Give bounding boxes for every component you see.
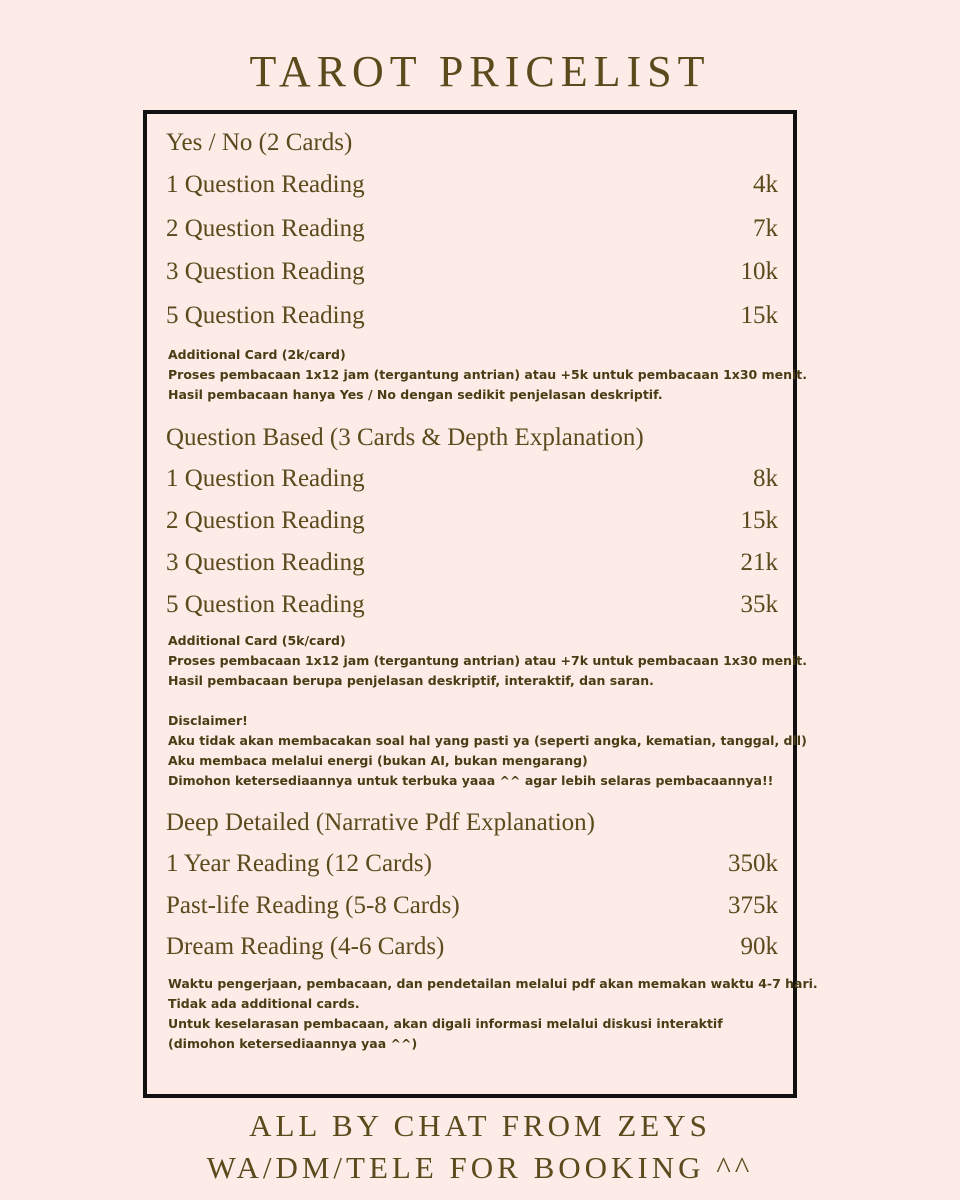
note-line: Proses pembacaan 1x12 jam (tergantung antrian) atau +5k untuk pembacaan 1x30 menit. xyxy=(168,367,807,382)
item-label: Past-life Reading (5-8 Cards) xyxy=(166,891,460,919)
price-row xyxy=(166,885,778,927)
section-question-based xyxy=(166,418,778,626)
note-line: Waktu pengerjaan, pembacaan, dan pendetailan melalui pdf akan memakan waktu 4-7 hari. xyxy=(168,976,818,991)
note-line: Untuk keselarasan pembacaan, akan digali informasi melalui diskusi interaktif (dimohon ketersediaannya yaa ^^) xyxy=(168,1016,723,1051)
section-title: Deep Detailed (Narrative Pdf Explanation) xyxy=(166,809,595,836)
price-row xyxy=(166,207,778,251)
item-label: 5 Question Reading xyxy=(166,301,365,329)
price-row xyxy=(166,163,778,207)
section-notes xyxy=(168,631,807,791)
item-label: 3 Question Reading xyxy=(166,258,365,285)
section-notes xyxy=(168,345,807,405)
item-label: 1 Year Reading (12 Cards) xyxy=(166,850,432,877)
item-price: 7k xyxy=(753,214,778,242)
section-title: Question Based (3 Cards & Depth Explanation) xyxy=(166,424,644,451)
item-price: 15k xyxy=(740,507,778,534)
section-notes xyxy=(168,974,818,1054)
price-row xyxy=(166,500,778,542)
item-price: 21k xyxy=(740,549,778,576)
item-label: 2 Question Reading xyxy=(166,507,365,534)
item-label: 1 Question Reading xyxy=(166,465,365,492)
price-row xyxy=(166,843,778,885)
footer-line-2: WA/DM/TELE FOR BOOKING ^^ xyxy=(206,1150,754,1185)
item-label: 2 Question Reading xyxy=(166,214,365,242)
item-price: 350k xyxy=(728,850,778,877)
disclaimer-title: Disclaimer! xyxy=(168,713,248,728)
disclaimer-line: Dimohon ketersediaannya untuk terbuka yaaa ^^ agar lebih selaras pembacaannya!! xyxy=(168,773,774,788)
item-price: 4k xyxy=(753,171,778,198)
price-row xyxy=(166,542,778,584)
item-price: 35k xyxy=(740,591,778,618)
price-row xyxy=(166,926,778,968)
price-row xyxy=(166,250,778,294)
disclaimer-line: Aku membaca melalui energi (bukan AI, bukan mengarang) xyxy=(168,753,588,768)
section-title: Yes / No (2 Cards) xyxy=(166,129,353,156)
item-label: Dream Reading (4-6 Cards) xyxy=(166,933,445,960)
note-line: Proses pembacaan 1x12 jam (tergantung antrian) atau +7k untuk pembacaan 1x30 menit. xyxy=(168,653,807,668)
item-label: 1 Question Reading xyxy=(166,171,365,198)
footer-line-1: ALL BY CHAT FROM ZEYS xyxy=(249,1108,711,1143)
item-label: 5 Question Reading xyxy=(166,591,365,618)
note-line: Additional Card (5k/card) xyxy=(168,633,346,648)
price-row xyxy=(166,458,778,500)
item-price: 10k xyxy=(740,258,778,285)
item-price: 8k xyxy=(753,465,778,492)
price-row xyxy=(166,294,778,338)
item-price: 90k xyxy=(740,933,778,960)
section-yes-no xyxy=(166,123,778,337)
note-line: Hasil pembacaan berupa penjelasan deskriptif, interaktif, dan saran. xyxy=(168,673,654,688)
note-line: Hasil pembacaan hanya Yes / No dengan sedikit penjelasan deskriptif. xyxy=(168,387,663,402)
page-title: TAROT PRICELIST xyxy=(249,47,711,96)
item-price: 15k xyxy=(740,301,778,329)
note-line: Tidak ada additional cards. xyxy=(168,996,360,1011)
section-deep-detailed xyxy=(166,803,778,968)
item-price: 375k xyxy=(728,891,778,919)
note-line: Additional Card (2k/card) xyxy=(168,347,346,362)
price-row xyxy=(166,584,778,626)
disclaimer-line: Aku tidak akan membacakan soal hal yang pasti ya (seperti angka, kematian, tanggal, dll) xyxy=(168,733,807,748)
item-label: 3 Question Reading xyxy=(166,549,365,576)
